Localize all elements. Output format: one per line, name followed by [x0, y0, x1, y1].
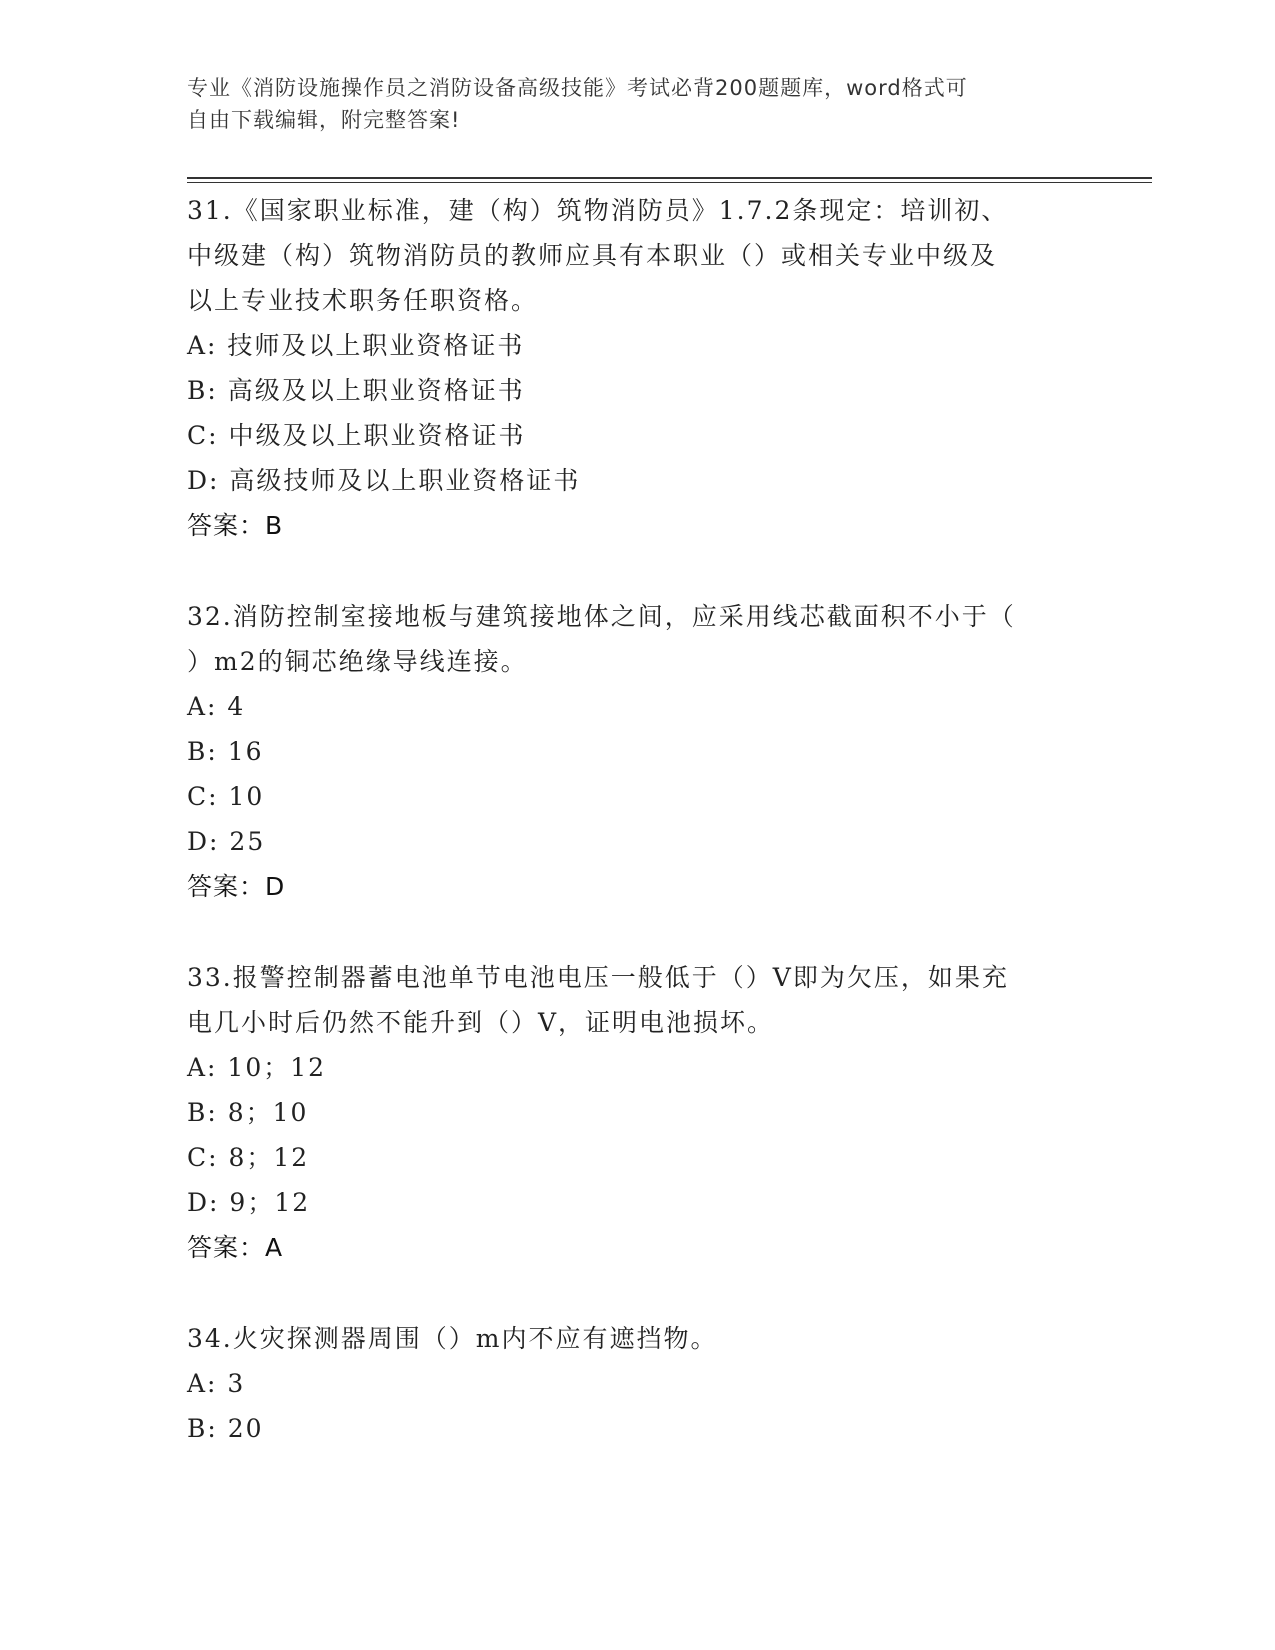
- question-text: [187, 955, 1087, 1045]
- option-a: A: 3: [187, 1369, 246, 1398]
- header-line-1: 专业《消防设施操作员之消防设备高级技能》考试必背200题题库，word格式可: [187, 76, 968, 100]
- question-list: [187, 188, 1087, 1497]
- option-d: D: 25: [187, 827, 266, 856]
- question-text-line: 31.《国家职业标准，建（构）筑物消防员》1.7.2条现定：培训初、: [187, 196, 1009, 225]
- question-text-line: 中级建（构）筑物消防员的教师应具有本职业（）或相关专业中级及: [187, 241, 998, 270]
- question-text-line: ）m2的铜芯绝缘导线连接。: [187, 647, 528, 676]
- option-b: B: 高级及以上职业资格证书: [187, 376, 525, 405]
- question-31: [187, 188, 1087, 548]
- question-text-line: 34.火灾探测器周围（）m内不应有遮挡物。: [187, 1324, 718, 1353]
- option-b: B: 8；10: [187, 1098, 309, 1127]
- question-text-line: 32.消防控制室接地板与建筑接地体之间，应采用线芯截面积不小于（: [187, 602, 1016, 631]
- option-d: D: 高级技师及以上职业资格证书: [187, 466, 581, 495]
- question-33: [187, 955, 1087, 1270]
- option-b: B: 16: [187, 737, 264, 766]
- question-32: [187, 594, 1087, 909]
- header-divider-thin: [187, 182, 1152, 183]
- option-c: C: 中级及以上职业资格证书: [187, 421, 526, 450]
- option-b: B: 20: [187, 1414, 264, 1443]
- question-text: [187, 1316, 1087, 1361]
- question-text-line: 以上专业技术职务任职资格。: [187, 286, 539, 315]
- question-text-line: 电几小时后仍然不能升到（）V，证明电池损坏。: [187, 1008, 775, 1037]
- header-divider-thick: [187, 177, 1152, 179]
- question-text: [187, 594, 1087, 684]
- option-a: A: 10；12: [187, 1053, 327, 1082]
- option-c: C: 8；12: [187, 1143, 310, 1172]
- question-text: [187, 188, 1087, 323]
- answer-label: 答案：B: [187, 511, 284, 540]
- option-a: A: 4: [187, 692, 246, 721]
- header-line-2: 自由下载编辑，附完整答案!: [187, 108, 461, 132]
- answer-label: 答案：A: [187, 1233, 284, 1262]
- option-a: A: 技师及以上职业资格证书: [187, 331, 525, 360]
- question-text-line: 33.报警控制器蓄电池单节电池电压一般低于（）V即为欠压，如果充: [187, 963, 1009, 992]
- answer-label: 答案：D: [187, 872, 286, 901]
- option-d: D: 9；12: [187, 1188, 311, 1217]
- option-c: C: 10: [187, 782, 265, 811]
- question-34: [187, 1316, 1087, 1451]
- document-header: [187, 72, 1067, 136]
